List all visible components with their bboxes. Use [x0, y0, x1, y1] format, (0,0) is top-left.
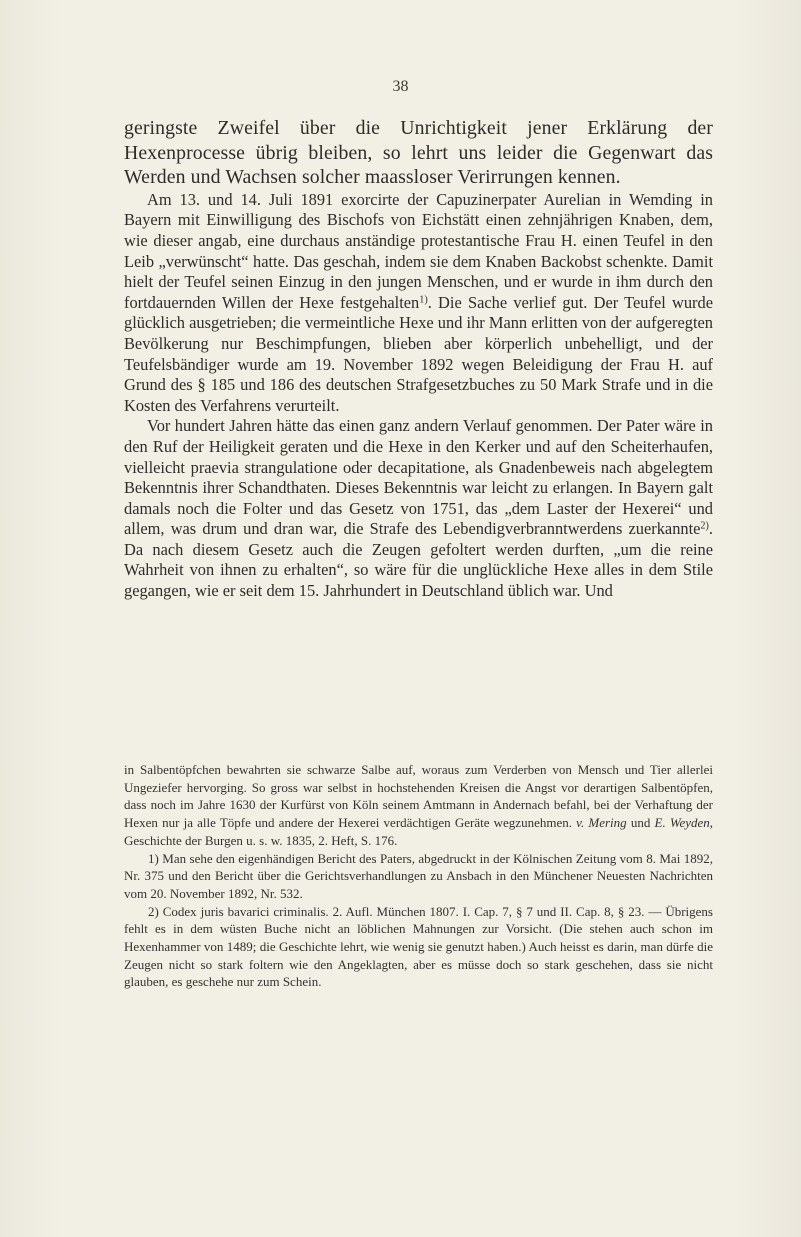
paragraph-hundred-years-text: Vor hundert Jahren hätte das einen ganz andern Verlauf genommen. Der Pater wäre in den Ruf der Heiligkeit geraten und die Hexe in den Kerker und auf den Scheiterhaufen, vielleicht praevia strangulatione oder decapitatione, als Gnadenbeweis nach abgelegtem Bekenntnis ihrer Schandthaten. Dieses Bekenntnis war leicht zu erlangen. In Bayern galt damals noch die Folter und das Gesetz von 1751, das „dem Laster der Hexerei“ und allem, was drum und dran war, die Strafe des Lebendigverbranntwerdens zuerkannte [124, 416, 713, 539]
footnote-ref-1: 1) [419, 294, 428, 306]
footnote-ref-2: 2) [700, 520, 709, 532]
footnote-2: 2) Codex juris bavarici criminalis. 2. Aufl. München 1807. I. Cap. 7, § 7 und II. Cap. 8, § 23. — Übrigens fehlt es in dem wüsten Buche nicht an löblichen Mahnungen zur Vorsicht. (Die stehen auch schon im Hexenhammer von 1489; die Geschichte lehrt, wie wenig sie genutzt haben.) Auch heisst es darin, man dürfe die Zeugen nicht so stark foltern wie den Angeklagten, aber es müsse doch so stark geschehen, dass sie nicht glauben, es geschehe nur zum Schein. [124, 903, 713, 990]
paragraph-exorcism [124, 190, 713, 417]
paragraph-hundred-years-continued: . Da nach diesem Gesetz auch die Zeugen gefoltert werden durften, „um die reine Wahrheit von ihnen zu erhalten“, so wäre für die unglückliche Hexe alles in dem Stile gegangen, wie er seit dem 15. Jahrhundert in Deutschland üblich war. Und [124, 519, 713, 601]
footnote-continued-text: in Salbentöpfchen bewahrten sie schwarze Salbe auf, woraus zum Verderben von Mensch und Tier allerlei Ungeziefer hervorging. So gross war selbst in hochstehenden Kreisen die Angst vor derartigen Salbentöpfen, dass noch im Jahre 1630 der Kurfürst von Köln seinem Amtmann in Andernach befahl, bei der Verhaftung der Hexen nur ja alle Töpfe und andere der Hexerei verdächtigen Geräte wegzunehmen. [124, 762, 713, 831]
footnotes [124, 761, 713, 991]
footnote-continued-source: Geschichte der Burgen u. s. w. 1835, 2. Heft, S. 176. [124, 832, 398, 848]
opening-paragraph: geringste Zweifel über die Unrichtigkeit jener Erklärung der Hexenprocesse übrig bleiben, so lehrt uns leider die Gegenwart das Werden und Wachsen solcher maassloser Verirrungen kennen. [124, 117, 713, 189]
author-weyden: E. Weyden, [654, 815, 714, 831]
author-mering: v. Mering [576, 815, 627, 831]
footnote-continued [124, 761, 713, 850]
footnote-1: 1) Man sehe den eigenhändigen Bericht des Paters, abgedruckt in der Kölnischen Zeitung vom 8. Mai 1892, Nr. 375 und den Bericht über die Gerichtsverhandlungen zu Ansbach in den Münchener Neuesten Nachrichten vom 20. November 1892, Nr. 532. [124, 850, 713, 901]
paragraph-exorcism-text: Am 13. und 14. Juli 1891 exorcirte der Capuzinerpater Aurelian in Wemding in Bayern mit Einwilligung des Bischofs von Eichstätt einen zehnjährigen Knaben, dem, wie dieser angab, eine durchaus anständige protestantische Frau H. einen Teufel in den Leib „verwünscht“ hatte. Das geschah, indem sie dem Knaben Backobst schenkte. Damit hielt der Teufel seinen Einzug in den jungen Menschen, und er wurde in ihm durch den fortdauernden Willen der Hexe festgehalten [124, 189, 713, 312]
main-text [124, 116, 713, 602]
author-conjunction: und [630, 815, 651, 831]
page-number: 38 [392, 78, 409, 95]
paragraph-exorcism-continued: . Die Sache verlief gut. Der Teufel wurde glücklich ausgetrieben; die vermeintliche Hexe und ihr Mann erlitten von der aufgeregten Bevölkerung nur Beschimpfungen, blieben aber körperlich unbehelligt, und der Teufelsbändiger wurde am 19. November 1892 wegen Beleidigung der Frau H. auf Grund des § 185 und 186 des deutschen Strafgesetzbuches zu 50 Mark Strafe und in die Kosten des Verfahrens verurteilt. [124, 292, 713, 415]
paragraph-hundred-years [124, 416, 713, 601]
